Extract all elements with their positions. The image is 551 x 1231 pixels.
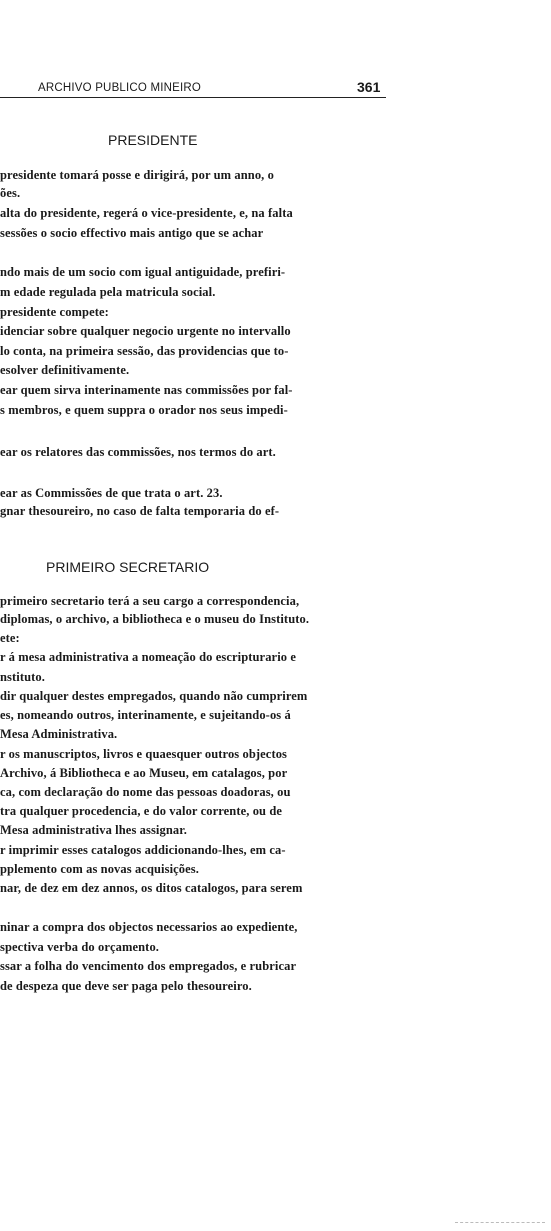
text-line: spectiva verba do orçamento. (0, 940, 160, 954)
section-heading-presidente: PRESIDENTE (108, 132, 198, 148)
text-line: ear quem sirva interinamente nas commissões por fal- (0, 383, 293, 397)
text-line: sessões o socio effectivo mais antigo que se achar (0, 226, 264, 240)
text-line: dir qualquer destes empregados, quando não cumprirem (0, 689, 308, 703)
text-line: nstituto. (0, 670, 46, 684)
text-line: ear as Commissões de que trata o art. 23. (0, 486, 223, 500)
section-heading-primeiro-secretario: PRIMEIRO SECRETARIO (46, 559, 210, 575)
page-number: 361 (357, 79, 381, 95)
text-line: r imprimir esses catalogos addicionando-lhes, em ca- (0, 843, 286, 857)
text-line: m edade regulada pela matricula social. (0, 285, 216, 299)
text-line: alta do presidente, regerá o vice-presidente, e, na falta (0, 206, 293, 220)
text-line: idenciar sobre qualquer negocio urgente no intervallo (0, 324, 291, 338)
text-line: presidente tomará posse e dirigirá, por um anno, o (0, 168, 274, 182)
text-line: lo conta, na primeira sessão, das providencias que to- (0, 344, 289, 358)
text-line: primeiro secretario terá a seu cargo a correspondencia, (0, 594, 300, 608)
header-rule (0, 97, 386, 98)
text-line: ndo mais de um socio com igual antiguidade, prefiri- (0, 265, 286, 279)
text-line: esolver definitivamente. (0, 363, 130, 377)
text-line: ões. (0, 186, 21, 200)
text-line: ete: (0, 631, 20, 645)
running-header: ARCHIVO PUBLICO MINEIRO (38, 82, 202, 94)
text-line: s membros, e quem suppra o orador nos seus impedi- (0, 403, 288, 417)
text-line: de despeza que deve ser paga pelo thesoureiro. (0, 979, 252, 993)
text-line: ca, com declaração do nome das pessoas doadoras, ou (0, 785, 291, 799)
text-line: diplomas, o archivo, a bibliotheca e o museu do Instituto. (0, 612, 310, 626)
text-line: ssar a folha do vencimento dos empregados, e rubricar (0, 959, 297, 973)
text-line: Archivo, á Bibliotheca e ao Museu, em catalagos, por (0, 766, 288, 780)
text-line: nar, de dez em dez annos, os ditos catalogos, para serem (0, 881, 303, 895)
text-line: gnar thesoureiro, no caso de falta temporaria do ef- (0, 504, 280, 518)
text-line: pplemento com as novas acquisições. (0, 862, 199, 876)
text-line: ninar a compra dos objectos necessarios ao expediente, (0, 920, 298, 934)
text-line: tra qualquer procedencia, e do valor corrente, ou de (0, 804, 283, 818)
text-line: r os manuscriptos, livros e quaesquer outros objectos (0, 747, 288, 761)
text-line: presidente compete: (0, 305, 109, 319)
text-line: Mesa administrativa lhes assignar. (0, 823, 187, 837)
text-line: es, nomeando outros, interinamente, e sujeitando-os á (0, 708, 291, 722)
text-line: ear os relatores das commissões, nos termos do art. (0, 445, 276, 459)
page-bottom-edge (455, 1222, 545, 1225)
text-line: r á mesa administrativa a nomeação do escripturario e (0, 650, 296, 664)
text-line: Mesa Administrativa. (0, 727, 118, 741)
